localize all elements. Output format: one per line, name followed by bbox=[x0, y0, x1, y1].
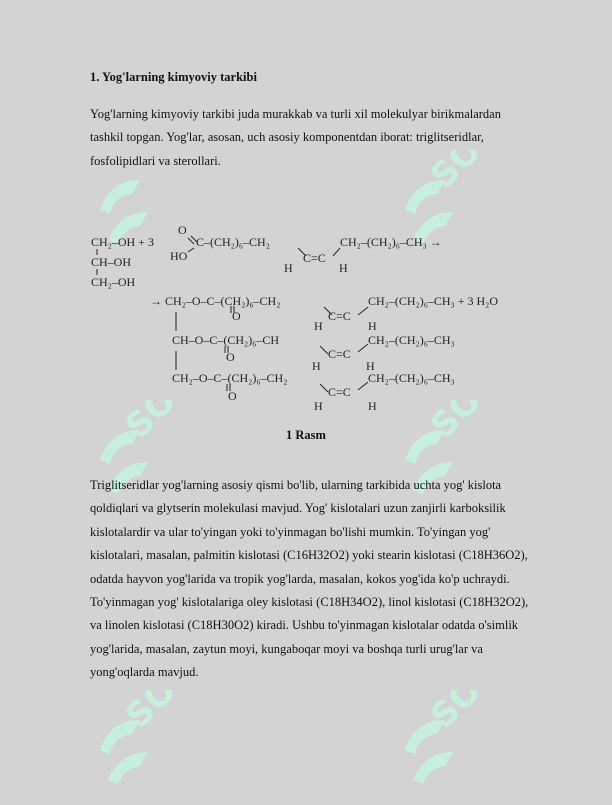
acid-hydroxyl: HO bbox=[170, 249, 188, 263]
carbonyl-oxygen: O bbox=[228, 389, 237, 403]
product-tail: CH₂–(CH₂)₆–CH₃ bbox=[368, 333, 455, 347]
product-tail: CH₂–(CH₂)₆–CH₃ + 3 H₂O bbox=[368, 294, 499, 308]
watermark-logo bbox=[385, 690, 505, 800]
glycerol-line: CH–OH bbox=[91, 255, 132, 269]
product-row: → CH₂–O–C–(CH₂)₆–CH₂ bbox=[150, 294, 281, 308]
figure-caption: 1 Rasm bbox=[286, 428, 326, 442]
hydrogen-label: H bbox=[314, 319, 323, 333]
product-row: CH–O–C–(CH₂)₆–CH bbox=[172, 333, 280, 347]
double-bond: C=C bbox=[328, 347, 351, 361]
hydrogen-label: H bbox=[314, 399, 323, 413]
hydrogen-label: H bbox=[368, 319, 377, 333]
hydrogen-label: H bbox=[312, 359, 321, 373]
intro-paragraph: Yog'larning kimyoviy tarkibi juda murakkab va turli xil molekulyar birikmalardan tashkil topgan. Yog'lar, asosan, uch asosiy komponentdan iborat: triglitseridlar, fosfolipidlari va sterollari. bbox=[90, 107, 501, 168]
section-heading: 1. Yog'larning kimyoviy tarkibi bbox=[90, 70, 257, 84]
hydrogen-label: H bbox=[284, 261, 293, 275]
acid-oxygen: O bbox=[178, 223, 187, 237]
double-bond: C=C bbox=[328, 385, 351, 399]
product-tail: CH₂–(CH₂)₆–CH₃ bbox=[368, 371, 455, 385]
hydrogen-label: H bbox=[366, 359, 375, 373]
acid-chain: C–(CH₂)₆–CH₂ bbox=[196, 235, 270, 249]
carbonyl-oxygen: O bbox=[226, 350, 235, 364]
glycerol-line: CH₂–OH + 3 bbox=[91, 235, 154, 249]
body-paragraph: Triglitseridlar yog'larning asosiy qismi bo'lib, ularning tarkibida uchta yog' kislota qoldiqlari va glytserin molekulasi mavjud. Yog' kislotalari uzun zanjirli karboksilik kislotalardir va ular to'yingan yoki to'yinmagan bo'lishi mumkin. To'yingan yog' kislotalari, masalan, palmitin kislotasi (C16H32O2) yoki stearin kislotasi (C18H36O2), odatda hayvon yog'larida va tropik yog'larda, masalan, kokos yog'ida ko'p uchraydi. To'yinmagan yog' kislotalariga oley kislotasi (C18H34O2), linol kislotasi (C18H32O2), va linolen kislotasi (C18H30O2) kiradi. Ushbu to'yinmagan kislotalar odatda o'simlik yog'larida, masalan, zaytun moyi, kungaboqar moyi va boshqa turli urug'lar va yong'oqlarda mavjud. bbox=[90, 478, 529, 680]
double-bond: C=C bbox=[328, 309, 351, 323]
acid-tail: CH₂–(CH₂)₆–CH₃ → bbox=[340, 235, 442, 249]
hydrogen-label: H bbox=[339, 261, 348, 275]
glycerol-line: CH₂–OH bbox=[91, 275, 136, 289]
product-row: CH₂–O–C–(CH₂)₆–CH₂ bbox=[172, 371, 288, 385]
hydrogen-label: H bbox=[368, 399, 377, 413]
watermark-logo bbox=[80, 690, 200, 800]
carbonyl-oxygen: O bbox=[232, 309, 241, 323]
double-bond: C=C bbox=[303, 251, 326, 265]
esterification-diagram bbox=[88, 218, 533, 418]
